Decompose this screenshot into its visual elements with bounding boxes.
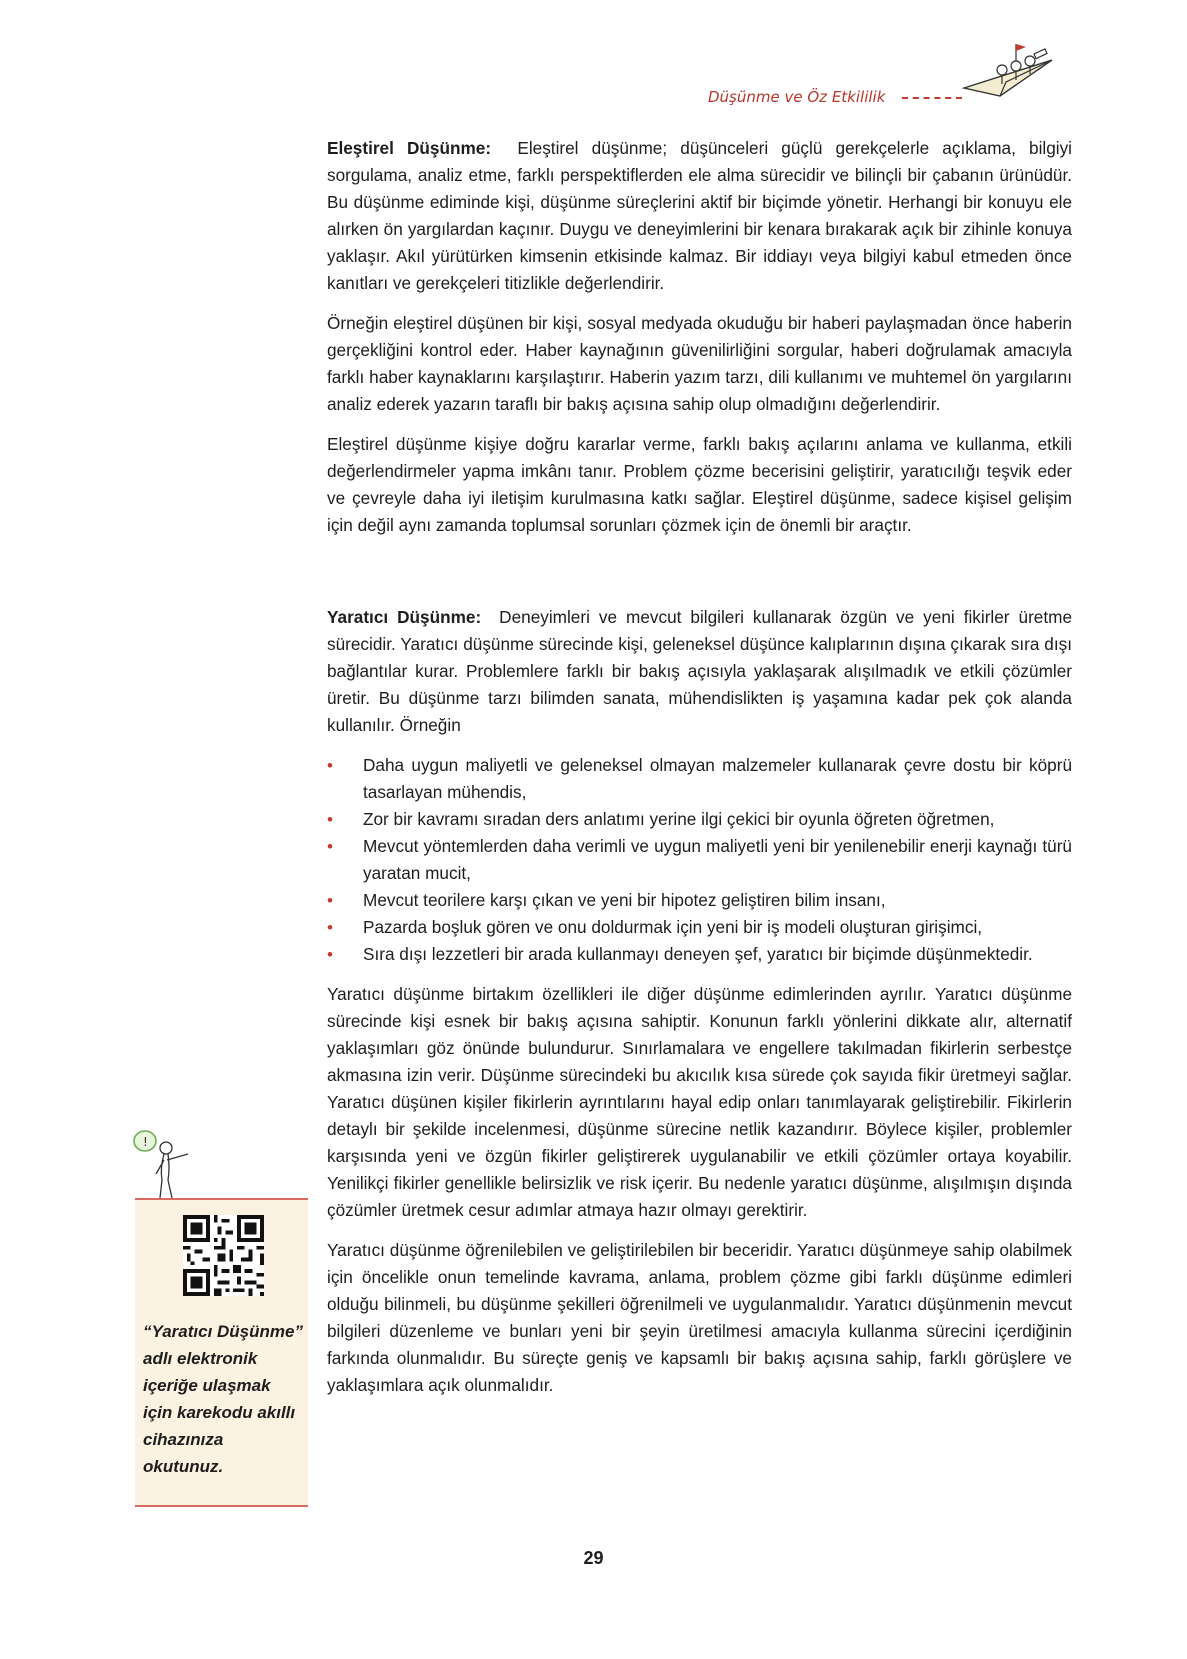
page-number: 29 — [583, 1548, 604, 1568]
list-item: • Mevcut teorilere karşı çıkan ve yeni bir hipotez geliştiren bilim insanı, — [327, 887, 1072, 914]
creative-thinking-term: Yaratıcı Düşünme: — [327, 607, 482, 627]
critical-thinking-intro: Eleştirel düşünme; düşünceleri güçlü gerekçelerle açıklama, bilgiyi sorgulama, analiz etme, farklı perspektiflerden ele alma sürecidir ve bilinçli bir çabanın ürünüdür. Bu düşünme ediminde kişi, düşünme süreçlerini aktif bir biçimde yönetir. Herhangi bir konuyu ele alırken ön yargılardan kaçınır. Duygu ve deneyimlerini bir kenara bırakarak açık bir zihinle konuya yaklaşır. Akıl yürütürken kimsenin etkisinde kalmaz. Bir iddiayı veya bilgiyi kabul etmeden önce kanıtları ve gerekçeleri titizlikle değerlendirir. — [327, 138, 1072, 293]
list-item: • Zor bir kavramı sıradan ders anlatımı yerine ilgi çekici bir oyunla öğreten öğretmen, — [327, 806, 1072, 833]
person-pointing-icon — [130, 1128, 202, 1200]
creative-thinking-paragraph-1 — [327, 604, 1072, 739]
list-item: • Daha uygun maliyetli ve geleneksel olmayan malzemeler kullanarak çevre dostu bir köprü tasarlayan mühendis, — [327, 752, 1072, 806]
creative-thinking-intro: Deneyimleri ve mevcut bilgileri kullanarak özgün ve yeni fikirler üretme sürecidir. Yaratıcı düşünme sürecinde kişi, geleneksel düşünce kalıplarının dışına çıkarak sıra dışı bağlantılar kurar. Problemlere farklı bir bakış açısıyla yaklaşarak alışılmadık ve etkili çözümler üretir. Bu düşünme tarzı bilimden sanata, mühendislikten iş yaşamına kadar pek çok alanda kullanılır. Örneğin — [327, 607, 1073, 735]
critical-thinking-paragraph-2: Örneğin eleştirel düşünen bir kişi, sosyal medyada okuduğu bir haberi paylaşmadan önce haberin gerçekliğini kontrol eder. Haber kaynağının güvenilirliğini sorgular, haberi doğrulamak amacıyla farklı haber kaynaklarını karşılaştırır. Haberin yazım tarzı, dili kullanımı ve muhtemel ön yargılarını analiz ederek yazarın taraflı bir bakış açısına sahip olup olmadığını değerlendirir. — [327, 313, 1072, 414]
creative-thinking-paragraph-2: Yaratıcı düşünme birtakım özellikleri ile diğer düşünme edimlerinden ayrılır. Yaratıcı düşünme sürecinde kişi esnek bir bakış açısına sahiptir. Konunun farklı yönlerini dikkate alır, alternatif yaklaşımları göz önünde bulundurur. Sınırlamalara ve engellere takılmadan fikirlerin serbestçe akmasına izin verir. Düşünme sürecindeki bu akıcılık kısa sürede çok sayıda fikir üretmeyi sağlar. Yaratıcı düşünen kişiler fikirlerin ayrıntılarını hayal edip onları tanımlayarak geliştirebilir. Fikirlerin detaylı bir şekilde incelenmesi, düşünme sürecine netlik kazandırır. Böylece kişiler, problemler karşısında yeni ve özgün fikirler geliştirerek uygulanabilir ve etkili çözümler ortaya koyabilir. Yenilikçi fikirler genellikle belirsizlik ve risk içerir. Bu nedenle yaratıcı düşünme, alışılmışın dışında çözümler üretmek cesur adımlar atmaya hazır olmayı gerektirir. — [327, 984, 1072, 1220]
main-content — [327, 135, 1072, 1412]
critical-thinking-paragraph-1 — [327, 135, 1072, 297]
header-dashed-line — [902, 97, 962, 99]
svg-text:!: ! — [143, 1135, 148, 1149]
list-item: • Sıra dışı lezzetleri bir arada kullanmayı deneyen şef, yaratıcı bir biçimde düşünmektedir. — [327, 941, 1072, 968]
critical-thinking-term: Eleştirel Düşünme: — [327, 138, 492, 158]
chapter-title: Düşünme ve Öz Etkililik — [708, 88, 886, 106]
qr-note-text: “Yaratıcı Düşünme” adlı elektronik içeriğe ulaşmak için karekodu akıllı cihazınıza okutunuz. — [143, 1322, 303, 1476]
list-item: • Mevcut yöntemlerden daha verimli ve uygun maliyetli yeni bir yenilenebilir enerji kaynağı türü yaratan mucit, — [327, 833, 1072, 887]
creative-thinking-paragraph-3: Yaratıcı düşünme öğrenilebilen ve geliştirilebilen bir beceridir. Yaratıcı düşünmeye sahip olabilmek için öncelikle onun temelinde kavrama, anlama, problem çözme gibi farklı düşünme edimleri olduğu bilinmeli, bu düşünme şekilleri öğrenilmeli ve uygulanmalıdır. Yaratıcı düşünmenin mevcut bilgileri düzenleme ve bunları yeni bir şeyin üretilmesi amacıyla kullanma sürecini içerdiğinin farkında olunmalıdır. Bu süreçte geniş ve kapsamlı bir bakış açısına sahip, farklı görüşlere ve yaklaşımlara açık olunmalıdır. — [327, 1240, 1072, 1395]
list-item: • Pazarda boşluk gören ve onu doldurmak için yeni bir iş modeli oluşturan girişimci, — [327, 914, 1072, 941]
critical-thinking-paragraph-3: Eleştirel düşünme kişiye doğru kararlar verme, farklı bakış açılarını anlama ve kullanma, etkili değerlendirmeler yapma imkânı tanır. Problem çözme becerisini geliştirir, yaratıcılığı teşvik eder ve çevreyle daha iyi iletişim kurulmasına katkı sağlar. Eleştirel düşünme, sadece kişisel gelişim için değil aynı zamanda toplumsal sorunları çözmek için de önemli bir araçtır. — [327, 434, 1072, 535]
creative-examples-list — [327, 752, 1072, 968]
section-spacer — [327, 552, 1072, 604]
qr-code-icon[interactable] — [183, 1215, 264, 1296]
paper-plane-illustration-icon — [960, 30, 1060, 110]
